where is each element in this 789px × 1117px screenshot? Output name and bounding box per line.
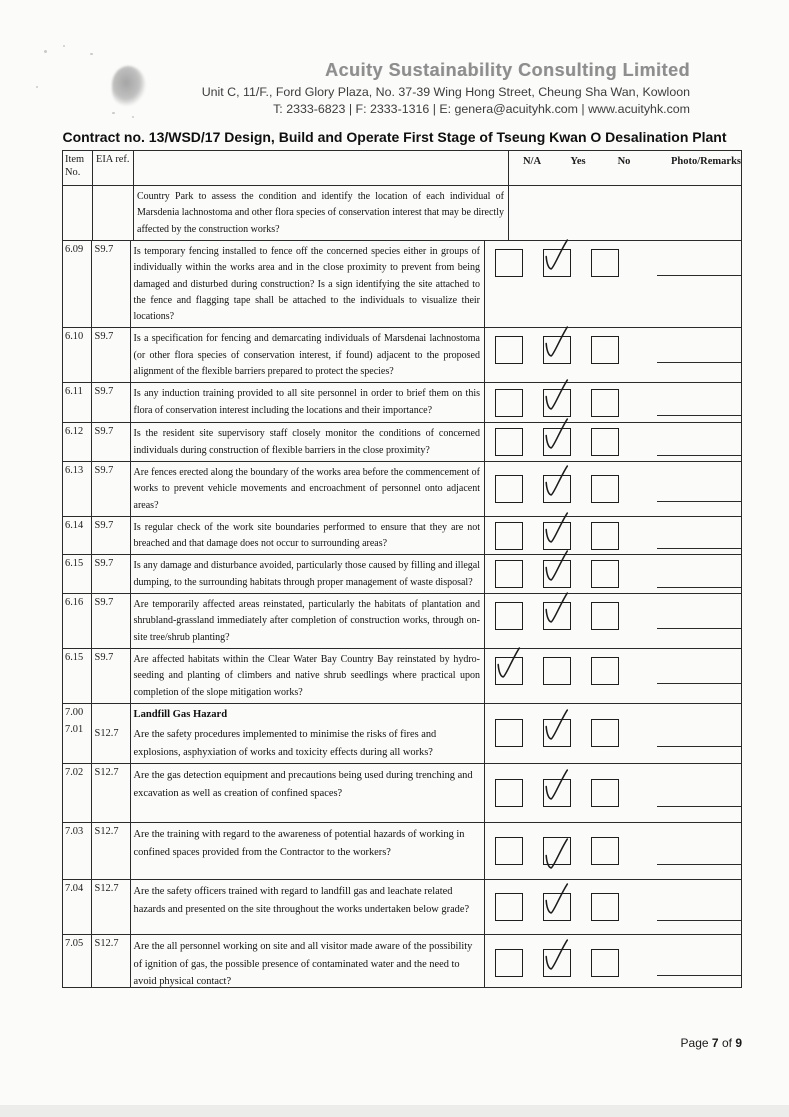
table-row <box>63 935 741 987</box>
of-label: of <box>721 1036 732 1050</box>
item-no-cell <box>63 935 92 987</box>
checkbox-yes[interactable] <box>543 719 571 747</box>
checkbox-yes[interactable] <box>543 657 571 685</box>
check-mark-icon <box>541 325 572 360</box>
item-no-cell <box>63 462 92 516</box>
eia-ref-cell <box>92 462 131 516</box>
table-row <box>63 423 741 462</box>
question-text: Is regular check of the work site boundaries performed to ensure that they are not breached and that damage does not occur to surrounding areas? <box>133 521 480 550</box>
eia-ref-cell <box>93 186 134 240</box>
eia-ref-cell <box>92 555 131 593</box>
checkbox-yes[interactable] <box>543 893 571 921</box>
table-header-row <box>63 151 741 186</box>
eia-ref-cell <box>92 423 131 461</box>
table-row <box>63 764 741 823</box>
remarks-line[interactable] <box>657 949 741 976</box>
table-row <box>63 594 741 649</box>
checkbox-yes[interactable] <box>543 602 571 630</box>
eia-ref-cell <box>92 594 131 648</box>
check-mark-icon <box>541 238 572 273</box>
scan-speck <box>36 86 38 88</box>
section-no: 7.00 <box>65 706 84 718</box>
checkbox-na[interactable] <box>495 560 523 588</box>
checkbox-na[interactable] <box>495 522 523 550</box>
checkbox-no[interactable] <box>591 837 619 865</box>
question-text: Are the gas detection equipment and precautions being used during trenching and excavation as well as creation of confined spaces? <box>133 770 473 799</box>
checkbox-na[interactable] <box>495 837 523 865</box>
letterhead <box>202 60 690 116</box>
question-cell <box>131 764 485 822</box>
page-footer <box>681 1036 742 1050</box>
item-no: 7.03 <box>65 826 84 838</box>
question-cell <box>134 186 509 240</box>
item-no: 7.01 <box>65 723 84 735</box>
item-no-cell <box>63 423 92 461</box>
remarks-line[interactable] <box>657 522 741 549</box>
checkbox-no[interactable] <box>591 893 619 921</box>
eia-ref-cell <box>92 383 131 422</box>
checkbox-yes[interactable] <box>543 428 571 456</box>
page-label: Page <box>680 1036 709 1050</box>
eia-ref-cell <box>92 880 131 934</box>
eia-ref: S9.7 <box>94 519 114 531</box>
checkbox-na[interactable] <box>495 602 523 630</box>
item-no: 6.10 <box>65 331 84 343</box>
checkbox-na[interactable] <box>495 249 523 277</box>
answer-cell <box>485 594 741 648</box>
section-title: Landfill Gas Hazard <box>133 708 228 720</box>
question-cell <box>131 328 485 382</box>
check-mark-icon <box>493 646 524 681</box>
question-cell <box>131 241 485 327</box>
eia-ref-cell <box>92 935 131 987</box>
table-row <box>63 186 741 241</box>
remarks-line[interactable] <box>657 894 741 921</box>
col-header-answers <box>509 151 741 185</box>
question-cell <box>131 704 485 763</box>
check-mark-icon <box>541 708 572 743</box>
eia-ref: S9.7 <box>94 244 114 255</box>
table-row <box>63 383 741 423</box>
question-text: Are the safety procedures implemented to minimise the risks of fires and explosions, asphyxiation of works and toxicity effects during all works? <box>133 729 437 758</box>
item-no-cell <box>63 764 92 822</box>
eia-ref: S12.7 <box>94 727 119 739</box>
scan-speck <box>44 50 47 53</box>
remarks-line[interactable] <box>657 389 741 416</box>
eia-ref-cell <box>92 649 131 703</box>
answer-cell <box>509 186 741 240</box>
question-text: Are the training with regard to the awareness of potential hazards of working in confined spaces provided from the Contractor to the workers? <box>133 829 465 858</box>
company-contact: T: 2333-6823 | F: 2333-1316 | E: genera@acuityhk.com | www.acuityhk.com <box>273 102 690 116</box>
item-no: 7.02 <box>65 767 84 779</box>
check-mark-icon <box>541 417 572 452</box>
check-mark-icon <box>541 511 572 546</box>
question-cell <box>131 423 485 461</box>
checkbox-no[interactable] <box>591 249 619 277</box>
checkbox-na[interactable] <box>495 893 523 921</box>
answer-cell <box>485 555 741 593</box>
remarks-line[interactable] <box>657 720 741 747</box>
question-text: Country Park to assess the condition and identify the location of each individual of Marsdenia lachnostoma and other flora species of conservation interest that may be directly affected by the construction works? <box>137 191 504 235</box>
answer-cell <box>485 764 741 822</box>
checkbox-no[interactable] <box>591 719 619 747</box>
question-text: Are affected habitats within the Clear Water Bay Country Bay reinstated by hydro-seeding and planting of climbers and native shrub seedlings where practical upon completion of the slope mitigation works? <box>133 653 480 698</box>
eia-ref-cell <box>92 764 131 822</box>
checkbox-no[interactable] <box>591 657 619 685</box>
answer-cell <box>485 462 741 516</box>
remarks-line[interactable] <box>657 602 741 629</box>
checkbox-yes[interactable] <box>543 779 571 807</box>
eia-ref: S12.7 <box>94 938 119 950</box>
question-text: Are the all personnel working on site and all visitor made aware of the possibility of ignition of gas, the possible presence of contaminated water and the need to avoid physical contact? <box>133 941 473 988</box>
checkbox-yes[interactable] <box>543 837 571 865</box>
item-no: 7.05 <box>65 938 84 950</box>
scan-speck <box>63 45 65 47</box>
item-no: 7.04 <box>65 883 84 895</box>
page-number: 7 <box>711 1036 719 1050</box>
checkbox-yes[interactable] <box>543 389 571 417</box>
check-mark-icon <box>541 768 572 803</box>
check-mark-icon <box>541 591 572 626</box>
eia-ref: S9.7 <box>94 651 114 663</box>
table-row <box>63 517 741 556</box>
table-row <box>63 328 741 383</box>
check-mark-icon <box>541 837 572 872</box>
item-no: 6.15 <box>65 558 84 570</box>
item-no-cell <box>63 649 92 703</box>
eia-ref-cell <box>92 704 131 763</box>
table-row <box>63 823 741 880</box>
checkbox-no[interactable] <box>591 522 619 550</box>
item-no-cell <box>63 880 92 934</box>
answer-cell <box>485 383 741 422</box>
checkbox-yes[interactable] <box>543 249 571 277</box>
item-no-cell <box>63 823 92 879</box>
eia-ref-cell <box>92 517 131 555</box>
answer-cell <box>485 649 741 703</box>
page-total: 9 <box>735 1036 742 1050</box>
question-cell <box>131 823 485 879</box>
checkbox-na[interactable] <box>495 657 523 685</box>
checkbox-na[interactable] <box>495 428 523 456</box>
checkbox-na[interactable] <box>495 475 523 503</box>
question-cell <box>131 517 485 555</box>
table-row <box>63 649 741 704</box>
eia-ref: S9.7 <box>94 426 114 438</box>
eia-ref: S9.7 <box>94 558 114 570</box>
checkbox-no[interactable] <box>591 779 619 807</box>
scan-speck <box>90 53 93 55</box>
checkbox-yes[interactable] <box>543 336 571 364</box>
table-row <box>63 555 741 594</box>
question-cell <box>131 555 485 593</box>
item-no-cell <box>63 594 92 648</box>
checkbox-na[interactable] <box>495 779 523 807</box>
remarks-line[interactable] <box>657 249 741 276</box>
checkbox-no[interactable] <box>591 428 619 456</box>
question-text: Is any induction training provided to all site personnel in order to brief them on this flora of conservation interest including the locations and their importance? <box>133 388 480 416</box>
checkbox-na[interactable] <box>495 949 523 977</box>
eia-ref: S12.7 <box>94 767 119 779</box>
scan-speck <box>132 116 134 118</box>
col-header-na: N/A <box>522 156 542 167</box>
question-text: Is the resident site supervisory staff closely monitor the conditions of concerned individuals during construction of flexible barriers in the close proximity? <box>133 428 480 456</box>
answer-cell <box>485 880 741 934</box>
col-header-item-no: Item No. <box>63 151 93 185</box>
col-header-eia-ref: EIA ref. <box>93 151 134 185</box>
remarks-line[interactable] <box>657 475 741 502</box>
checkbox-yes[interactable] <box>543 949 571 977</box>
question-cell <box>131 880 485 934</box>
check-mark-icon <box>541 882 572 917</box>
answer-cell <box>485 517 741 555</box>
answer-cell <box>485 241 741 327</box>
answer-cell <box>485 704 741 763</box>
check-mark-icon <box>541 464 572 499</box>
question-cell <box>131 649 485 703</box>
question-text: Are fences erected along the boundary of the works area before the commencement of works to prevent vehicle movements and encroachment of personnel onto adjacent areas? <box>133 466 480 511</box>
scan-edge-artifact <box>0 1105 789 1117</box>
question-cell <box>131 594 485 648</box>
col-header-no: No <box>617 156 631 167</box>
item-no-cell <box>63 241 92 327</box>
question-cell <box>131 935 485 987</box>
eia-ref: S9.7 <box>94 386 114 398</box>
table-row <box>63 704 741 764</box>
check-mark-icon <box>541 549 572 584</box>
question-text: Is any damage and disturbance avoided, particularly those caused by filling and illegal dumping, to the surrounding habitats through proper management of waste disposal? <box>133 560 480 588</box>
eia-ref-cell <box>92 328 131 382</box>
remarks-line[interactable] <box>657 838 741 865</box>
item-no-cell <box>63 517 92 555</box>
question-text: Is temporary fencing installed to fence off the concerned species either in groups of individually within the works area and in the close proximity to prevent from being damaged and disturbed during construction? Is a sign identifying the site attached to the fence and flagging tape shall be attached to the individuals to visualize their locations? <box>133 246 480 323</box>
checkbox-yes[interactable] <box>543 522 571 550</box>
answer-cell <box>485 935 741 987</box>
checkbox-na[interactable] <box>495 389 523 417</box>
contract-title: Contract no. 13/WSD/17 Design, Build and Operate First Stage of Tseung Kwan O Desalination Plant <box>62 129 727 145</box>
item-no-cell <box>63 328 92 382</box>
answer-cell <box>485 328 741 382</box>
remarks-line[interactable] <box>657 780 741 807</box>
check-mark-icon <box>541 938 572 973</box>
item-no-cell <box>63 555 92 593</box>
col-header-question <box>134 151 509 185</box>
company-logo <box>112 66 146 106</box>
item-no: 6.16 <box>65 597 84 609</box>
check-mark-icon <box>541 378 572 413</box>
question-text: Are the safety officers trained with regard to landfill gas and leachate related hazards and presented on the site throughout the works undertaken below grade? <box>133 886 470 915</box>
checkbox-no[interactable] <box>591 560 619 588</box>
question-text: Are temporarily affected areas reinstated, particularly the habitats of plantation and shrubland-grassland immediately after completion of construction works, through on-site tree/shrub planting? <box>133 599 480 643</box>
item-no: 6.09 <box>65 244 84 255</box>
company-address: Unit C, 11/F., Ford Glory Plaza, No. 37-39 Wing Hong Street, Cheung Sha Wan, Kowloon <box>201 85 690 99</box>
question-cell <box>131 383 485 422</box>
table-row <box>63 880 741 935</box>
answer-cell <box>485 823 741 879</box>
checkbox-no[interactable] <box>591 949 619 977</box>
checkbox-no[interactable] <box>591 475 619 503</box>
checkbox-na[interactable] <box>495 719 523 747</box>
table-row <box>63 462 741 517</box>
answer-cell <box>485 423 741 461</box>
eia-ref-cell <box>92 241 131 327</box>
question-text: Is a specification for fencing and demarcating individuals of Marsdenai lachnostoma (or other flora species of conservation interest, if found) adjacent to the proposed alignment of the flexible barriers prepared to protect the species? <box>133 333 480 378</box>
item-no-cell <box>63 383 92 422</box>
eia-ref: S12.7 <box>94 826 119 838</box>
remarks-line[interactable] <box>657 657 741 684</box>
question-cell <box>131 462 485 516</box>
scan-speck <box>112 112 115 114</box>
col-header-yes: Yes <box>570 156 586 167</box>
checkbox-no[interactable] <box>591 602 619 630</box>
item-no: 6.14 <box>65 519 84 531</box>
item-no: 6.13 <box>65 464 84 476</box>
col-header-remarks: Photo/Remarks <box>671 156 741 167</box>
item-no-cell <box>63 186 93 240</box>
eia-ref: S9.7 <box>94 331 114 343</box>
remarks-line[interactable] <box>657 561 741 588</box>
checkbox-no[interactable] <box>591 336 619 364</box>
table-row <box>63 241 741 328</box>
checkbox-na[interactable] <box>495 336 523 364</box>
checkbox-yes[interactable] <box>543 560 571 588</box>
checkbox-yes[interactable] <box>543 475 571 503</box>
remarks-line[interactable] <box>657 336 741 363</box>
item-no-cell <box>63 704 92 763</box>
eia-ref-cell <box>92 823 131 879</box>
eia-ref: S9.7 <box>94 597 114 609</box>
remarks-line[interactable] <box>657 429 741 456</box>
checkbox-no[interactable] <box>591 389 619 417</box>
checklist-table <box>62 150 742 988</box>
company-name: Acuity Sustainability Consulting Limited <box>324 60 690 80</box>
eia-ref: S9.7 <box>94 464 114 476</box>
item-no: 6.15 <box>65 651 84 663</box>
item-no: 6.12 <box>65 426 84 438</box>
eia-ref: S12.7 <box>94 883 119 895</box>
item-no: 6.11 <box>65 386 83 398</box>
